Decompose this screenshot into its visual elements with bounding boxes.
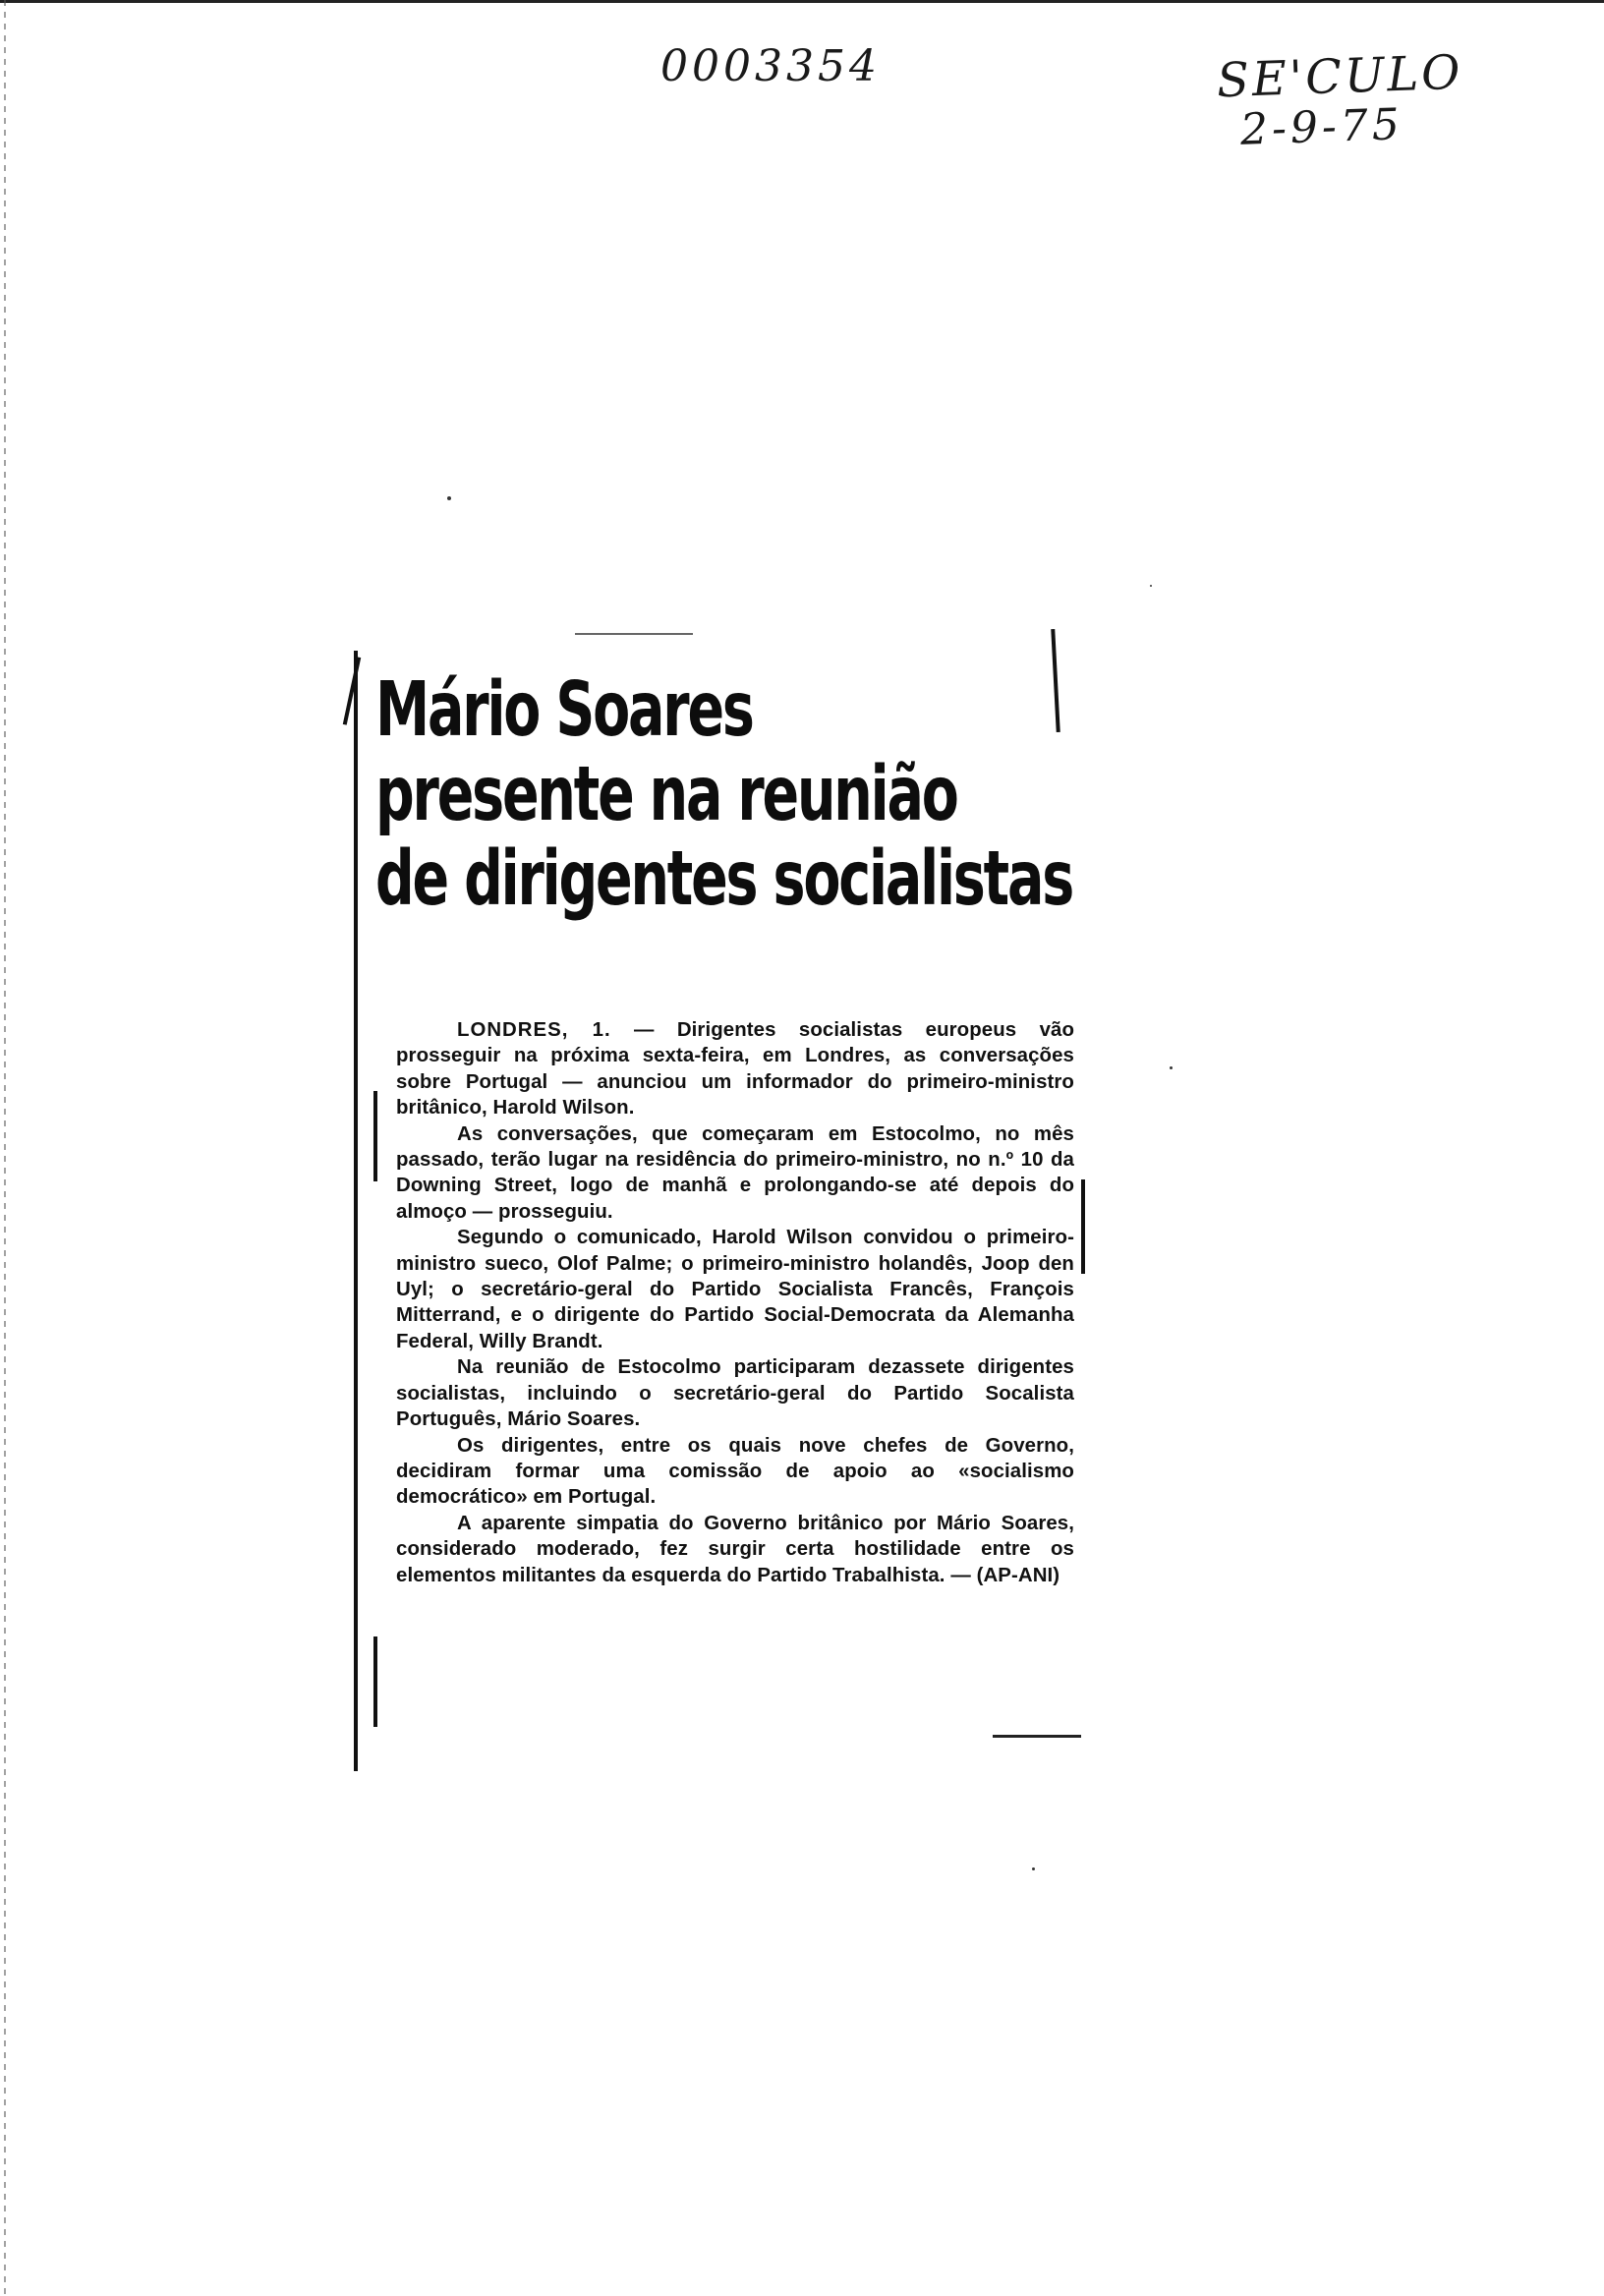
article-paragraph: As conversações, que começaram em Estocolmo, no mês passado, terão lugar na residência do primeiro-ministro, no n.º 10 da Downing Street, logo de manhã e prolongando-se até depois do almoço — prosseguiu. bbox=[396, 1122, 1074, 1223]
margin-mark bbox=[373, 1636, 377, 1727]
archive-number-annotation: 0003354 bbox=[660, 41, 881, 91]
margin-mark bbox=[373, 1091, 377, 1181]
clipping-left-border bbox=[354, 651, 358, 1771]
margin-mark bbox=[1081, 1179, 1085, 1274]
headline-line: de dirigentes socialistas bbox=[375, 835, 1073, 923]
scan-speck bbox=[1032, 1867, 1035, 1870]
article-paragraph: A aparente simpatia do Governo britânico por Mário Soares, considerado moderado, fez surgir certa hostilidade entre os elementos militantes da esquerda do Partido Trabalhista. — (AP-ANI) bbox=[396, 1512, 1074, 1586]
newspaper-name-annotation: SE'CULO bbox=[1216, 44, 1464, 109]
headline-line: Mário Soares bbox=[375, 666, 753, 754]
clipping-left-slash bbox=[343, 657, 361, 724]
scan-speck bbox=[1150, 585, 1152, 587]
clipping-top-dash bbox=[575, 633, 693, 635]
scan-speck bbox=[447, 496, 451, 500]
article-end-mark bbox=[993, 1735, 1081, 1738]
date-annotation: 2-9-75 bbox=[1239, 99, 1404, 155]
article-paragraph: Segundo o comunicado, Harold Wilson convidou o primeiro-ministro sueco, Olof Palme; o primeiro-ministro holandês, Joop den Uyl; o secretário-geral do Partido Socialista Francês, François Mitterrand, e o dirigente do Partido Social-Democrata da Alemanha Federal, Willy Brandt. bbox=[396, 1227, 1074, 1352]
newspaper-clipping bbox=[354, 629, 1101, 1779]
article-body bbox=[396, 1017, 1074, 1588]
article-paragraph: Os dirigentes, entre os quais nove chefes de Governo, decidiram formar uma comissão de apoio ao «socialismo democrático» em Portugal. bbox=[396, 1434, 1074, 1509]
headline-line: presente na reunião bbox=[375, 751, 957, 838]
page-left-edge bbox=[4, 0, 6, 2296]
article-headline bbox=[375, 668, 1072, 922]
page-top-edge bbox=[0, 0, 1604, 3]
article-paragraph: Na reunião de Estocolmo participaram dezassete dirigentes socialistas, incluindo o secretário-geral do Partido Socalista Português, Mário Soares. bbox=[396, 1356, 1074, 1431]
article-paragraph bbox=[396, 1017, 1074, 1121]
paragraph-text: — Dirigentes socialistas europeus vão prosseguir na próxima sexta-feira, em Londres, as conversações sobre Portugal — anunciou um informador do primeiro-ministro britânico, Harold Wilson. bbox=[396, 1019, 1074, 1119]
article-dateline: LONDRES, 1. bbox=[457, 1019, 611, 1041]
scan-speck bbox=[1170, 1066, 1173, 1069]
